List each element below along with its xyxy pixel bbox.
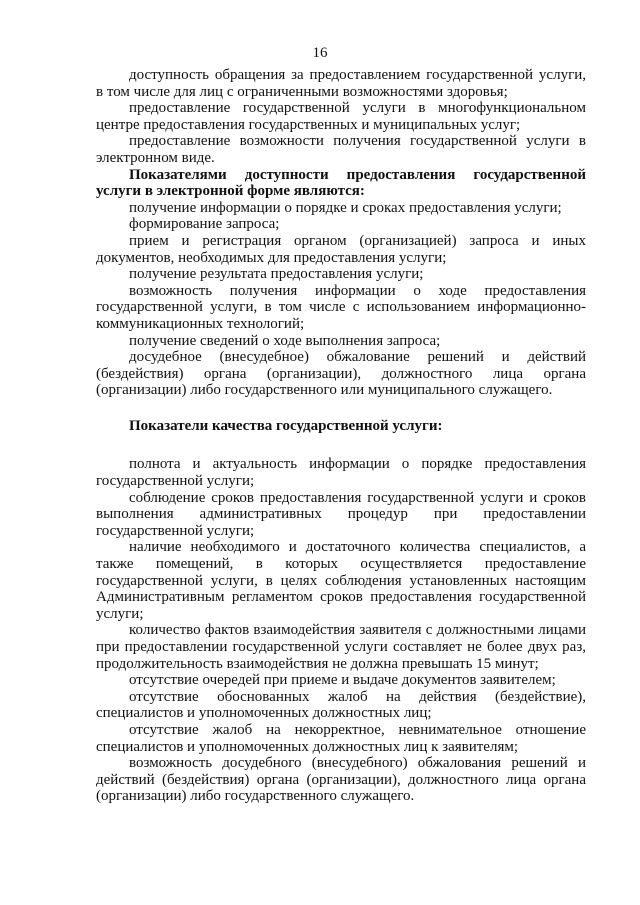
paragraph: отсутствие обоснованных жалоб на действия (бездействие), специалистов и уполномоченных должностных лиц; (96, 688, 586, 722)
page-number: 16 (312, 45, 328, 61)
paragraph: получение результата предоставления услуги; (129, 266, 424, 283)
paragraph: доступность обращения за предоставлением государственной услуги, в том числе для лиц с ограниченными возможностями здоровья; (96, 67, 586, 100)
paragraph: возможность досудебного (внесудебного) обжалования решений и действий (бездействия) органа (организации), должностного лица органа (организации) либо государственного служащего. (96, 755, 586, 805)
paragraph: досудебное (внесудебное) обжалование решений и действий (бездействия) органа (организации), должностного лица органа (организации) либо государственного или муниципального служащего. (96, 349, 586, 399)
paragraph: соблюдение сроков предоставления государственной услуги и сроков выполнения административных процедур при предоставлении государственной услуги; (96, 489, 586, 539)
paragraph: формирование запроса; (129, 216, 280, 233)
paragraph: количество фактов взаимодействия заявителя с должностными лицами при предоставлении государственной услуги составляет не более двух раз, продолжительность взаимодействия не должна превышать 15 минут; (96, 622, 586, 672)
paragraph: полнота и актуальность информации о порядке предоставления государственной услуги; (96, 456, 586, 490)
paragraph: возможность получения информации о ходе предоставления государственной услуги, в том числе с использованием информационно-коммуникационных технологий; (96, 282, 586, 332)
paragraph: получение информации о порядке и сроках предоставления услуги; (129, 199, 562, 216)
paragraph: получение сведений о ходе выполнения запроса; (129, 332, 441, 349)
document-body (96, 67, 586, 805)
quality-indicators-heading: Показатели качества государственной услуги: (129, 417, 443, 434)
paragraph: наличие необходимого и достаточного количества специалистов, а также помещений, в которых осуществляется предоставление государственной услуги, в целях соблюдения установленных настоящим Административным регламентом сроков предоставления государственной услуги; (96, 539, 586, 622)
electronic-indicators-heading: Показателями доступности предоставления государственной услуги в электронной форме являются: (96, 166, 586, 200)
paragraph: прием и регистрация органом (организацией) запроса и иных документов, необходимых для предоставления услуги; (96, 232, 586, 266)
paragraph: отсутствие очередей при приеме и выдаче документов заявителем; (129, 672, 556, 689)
paragraph: предоставление возможности получения государственной услуги в электронном виде. (96, 133, 586, 166)
paragraph: предоставление государственной услуги в многофункциональном центре предоставления государственных и муниципальных услуг; (96, 100, 586, 133)
paragraph: отсутствие жалоб на некорректное, невнимательное отношение специалистов и уполномоченных должностных лиц к заявителям; (96, 721, 586, 755)
